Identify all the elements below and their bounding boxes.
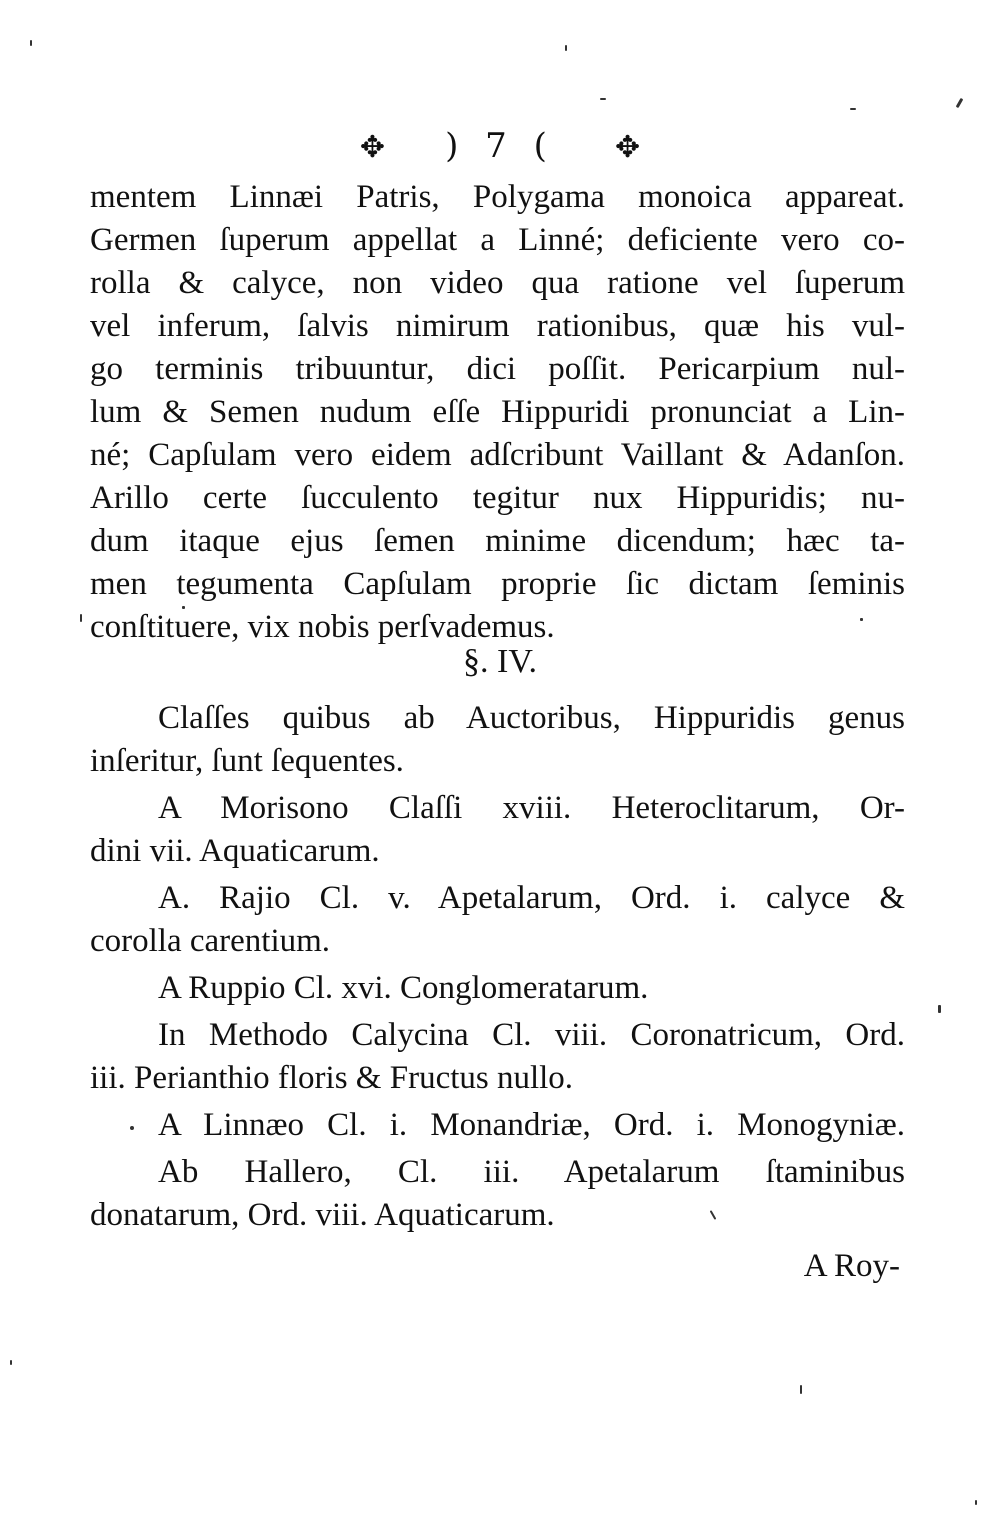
print-speck (600, 98, 606, 100)
print-speck (10, 1360, 12, 1365)
text-line: iii. Perianthio floris & Fructus nullo. (90, 1060, 574, 1096)
print-speck (975, 1500, 977, 1505)
list-item: A Morisono Claſſi xviii. Heteroclitarum, Or- (158, 790, 905, 826)
page-header (0, 118, 1000, 174)
print-speck (182, 606, 185, 609)
text-line: vel inferum, ſalvis nimirum rationibus, quæ his vul- (90, 308, 905, 344)
text-line: inſeritur, ſunt ſequentes. (90, 743, 404, 779)
text-line: go terminis tribuuntur, dici poſſit. Pericarpium nul- (90, 351, 905, 387)
print-speck (800, 1385, 802, 1394)
text-line: rolla & calyce, non video qua ratione vel ſuperum (90, 265, 905, 301)
classes-list (90, 697, 905, 1288)
text-line: lum & Semen nudum eſſe Hippuridi pronunciat a Lin- (90, 394, 905, 430)
list-item: A Ruppio Cl. xvi. Conglomeratarum. (158, 970, 649, 1006)
text-line: conſtituere, vix nobis perſvademus. (90, 609, 555, 645)
catchword: A Roy- (803, 1248, 900, 1284)
text-line: corolla carentium. (90, 923, 331, 959)
text-line: Claſſes quibus ab Auctoribus, Hippuridis genus (158, 700, 905, 736)
text-line: né; Capſulam vero eidem adſcribunt Vaillant & Adanſon. (90, 437, 905, 473)
page-number: ) 7 ( (445, 126, 555, 166)
print-speck (956, 98, 964, 108)
print-speck (565, 45, 567, 51)
list-item: Ab Hallero, Cl. iii. Apetalarum ſtaminibus (158, 1154, 905, 1190)
print-speck (938, 1005, 941, 1013)
print-speck (130, 1126, 134, 1130)
list-item: A. Rajio Cl. v. Apetalarum, Ord. i. calyce & (158, 880, 905, 916)
print-speck (30, 40, 32, 46)
fleuron-right-icon: ✥ (614, 130, 641, 165)
text-line: mentem Linnæi Patris, Polygama monoica appareat. (90, 179, 905, 215)
paragraph-continued (90, 176, 905, 649)
list-item: A Linnæo Cl. i. Monandriæ, Ord. i. Monogyniæ. (158, 1107, 905, 1143)
section-heading: §. IV. (463, 643, 537, 680)
text-line: Germen ſuperum appellat a Linné; deficiente vero co- (90, 222, 905, 258)
text-line: donatarum, Ord. viii. Aquaticarum. (90, 1197, 555, 1233)
text-line: Arillo certe ſucculento tegitur nux Hippuridis; nu- (90, 480, 905, 516)
text-line: men tegumenta Capſulam proprie ſic dictam ſeminis (90, 566, 905, 602)
print-speck (860, 618, 863, 621)
fleuron-left-icon: ✥ (359, 130, 386, 165)
print-speck (850, 108, 856, 110)
print-speck (80, 614, 82, 622)
text-line: dini vii. Aquaticarum. (90, 833, 380, 869)
list-item: In Methodo Calycina Cl. viii. Coronatricum, Ord. (158, 1017, 905, 1053)
text-line: dum itaque ejus ſemen minime dicendum; hæc ta- (90, 523, 905, 559)
